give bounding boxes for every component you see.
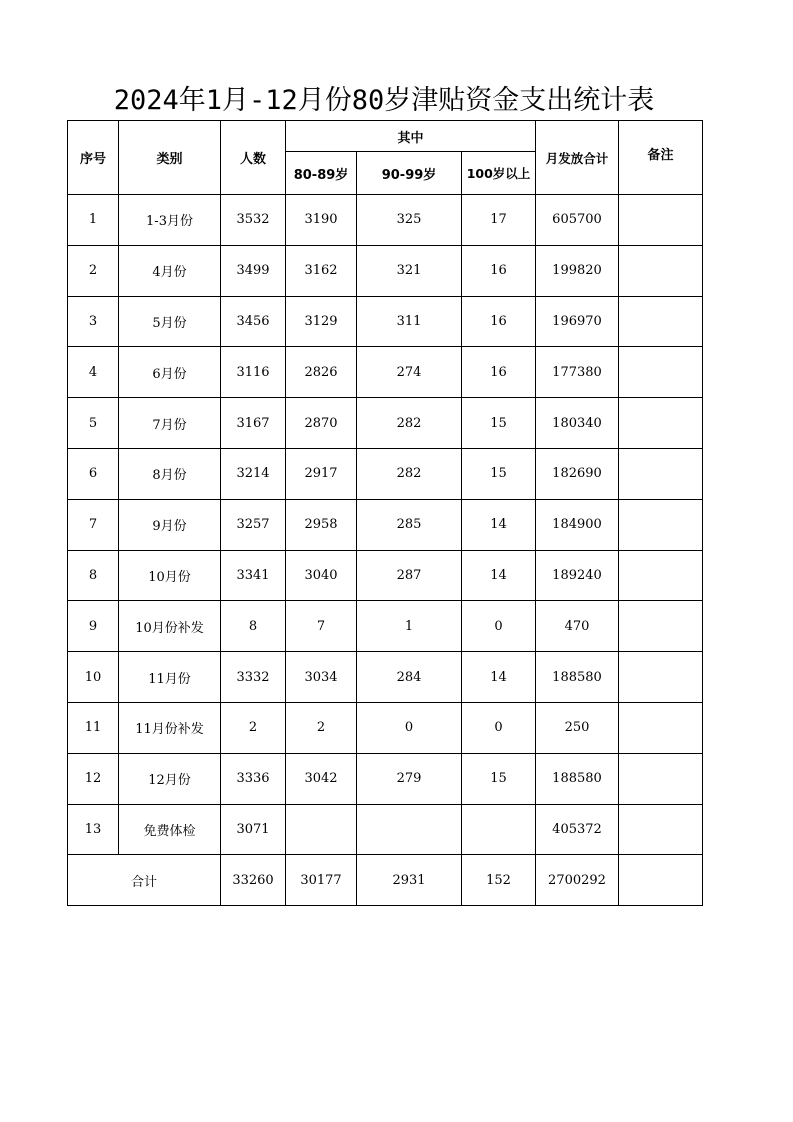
- cell-note: [619, 601, 703, 652]
- table-row: [68, 550, 703, 601]
- cell-people: 3456: [221, 296, 286, 347]
- cell-monthly-total: 196970: [536, 296, 619, 347]
- cell-age-100-plus: 16: [462, 347, 536, 398]
- cell-note: [619, 347, 703, 398]
- cell-age-80-89: 2958: [286, 499, 357, 550]
- cell-note: [619, 499, 703, 550]
- cell-index: 3: [68, 296, 119, 347]
- cell-index: 1: [68, 195, 119, 246]
- cell-age-80-89: 7: [286, 601, 357, 652]
- cell-category: 11月份: [119, 652, 221, 703]
- cell-note: [619, 550, 703, 601]
- cell-age-80-89: 3162: [286, 245, 357, 296]
- cell-age-100-plus: 16: [462, 245, 536, 296]
- cell-age-90-99: 282: [357, 448, 462, 499]
- header-category: 类别: [119, 121, 221, 195]
- cell-category: 7月份: [119, 398, 221, 449]
- cell-monthly-total: 189240: [536, 550, 619, 601]
- total-monthly-total: 2700292: [536, 855, 619, 906]
- cell-index: 8: [68, 550, 119, 601]
- cell-age-100-plus: [462, 804, 536, 855]
- total-people: 33260: [221, 855, 286, 906]
- cell-note: [619, 245, 703, 296]
- cell-category: 9月份: [119, 499, 221, 550]
- cell-note: [619, 398, 703, 449]
- total-label: 合计: [68, 855, 221, 906]
- cell-age-80-89: 3034: [286, 652, 357, 703]
- cell-age-90-99: 1: [357, 601, 462, 652]
- cell-age-100-plus: 15: [462, 753, 536, 804]
- cell-people: 3167: [221, 398, 286, 449]
- header-age-90-99: 90-99岁: [357, 152, 462, 195]
- cell-index: 7: [68, 499, 119, 550]
- allowance-table: [67, 120, 703, 906]
- cell-monthly-total: 188580: [536, 753, 619, 804]
- cell-monthly-total: 405372: [536, 804, 619, 855]
- header-monthly-total: 月发放合计: [536, 121, 619, 195]
- table-row: [68, 398, 703, 449]
- header-note: 备注: [619, 121, 703, 195]
- cell-age-90-99: 287: [357, 550, 462, 601]
- cell-age-90-99: 325: [357, 195, 462, 246]
- cell-monthly-total: 470: [536, 601, 619, 652]
- cell-index: 12: [68, 753, 119, 804]
- cell-category: 1-3月份: [119, 195, 221, 246]
- cell-age-90-99: 279: [357, 753, 462, 804]
- cell-monthly-total: 180340: [536, 398, 619, 449]
- cell-age-80-89: 3040: [286, 550, 357, 601]
- cell-people: 3341: [221, 550, 286, 601]
- cell-age-100-plus: 0: [462, 601, 536, 652]
- cell-age-100-plus: 14: [462, 550, 536, 601]
- cell-index: 9: [68, 601, 119, 652]
- cell-age-90-99: 274: [357, 347, 462, 398]
- table-row: [68, 448, 703, 499]
- total-age-80-89: 30177: [286, 855, 357, 906]
- cell-note: [619, 804, 703, 855]
- cell-category: 4月份: [119, 245, 221, 296]
- cell-age-90-99: 284: [357, 652, 462, 703]
- cell-people: 3499: [221, 245, 286, 296]
- cell-age-90-99: 0: [357, 702, 462, 753]
- cell-age-80-89: 2826: [286, 347, 357, 398]
- cell-people: 3071: [221, 804, 286, 855]
- cell-monthly-total: 188580: [536, 652, 619, 703]
- table-row: [68, 804, 703, 855]
- table-row: [68, 195, 703, 246]
- cell-people: 8: [221, 601, 286, 652]
- table-row: [68, 499, 703, 550]
- cell-category: 10月份补发: [119, 601, 221, 652]
- cell-age-100-plus: 15: [462, 398, 536, 449]
- cell-index: 11: [68, 702, 119, 753]
- cell-note: [619, 652, 703, 703]
- cell-age-90-99: 285: [357, 499, 462, 550]
- cell-age-80-89: 2870: [286, 398, 357, 449]
- cell-people: 3336: [221, 753, 286, 804]
- cell-age-100-plus: 16: [462, 296, 536, 347]
- header-age-80-89: 80-89岁: [286, 152, 357, 195]
- table-row: [68, 601, 703, 652]
- header-people: 人数: [221, 121, 286, 195]
- cell-age-90-99: 311: [357, 296, 462, 347]
- cell-monthly-total: 250: [536, 702, 619, 753]
- page-title: 2024年1月-12月份80岁津贴资金支出统计表: [113, 85, 655, 116]
- cell-age-90-99: [357, 804, 462, 855]
- cell-age-80-89: 2: [286, 702, 357, 753]
- table-row: [68, 702, 703, 753]
- header-index: 序号: [68, 121, 119, 195]
- cell-age-80-89: 3190: [286, 195, 357, 246]
- cell-index: 10: [68, 652, 119, 703]
- table-row: [68, 296, 703, 347]
- cell-index: 6: [68, 448, 119, 499]
- cell-note: [619, 753, 703, 804]
- cell-note: [619, 702, 703, 753]
- cell-people: 3332: [221, 652, 286, 703]
- cell-age-80-89: [286, 804, 357, 855]
- cell-index: 13: [68, 804, 119, 855]
- table-row: [68, 652, 703, 703]
- header-age-100-plus: 100岁以上: [462, 152, 536, 195]
- cell-note: [619, 195, 703, 246]
- total-note: [619, 855, 703, 906]
- cell-category: 6月份: [119, 347, 221, 398]
- total-age-100-plus: 152: [462, 855, 536, 906]
- cell-monthly-total: 182690: [536, 448, 619, 499]
- cell-age-100-plus: 14: [462, 652, 536, 703]
- cell-index: 5: [68, 398, 119, 449]
- header-among: 其中: [286, 121, 536, 152]
- cell-people: 2: [221, 702, 286, 753]
- cell-people: 3214: [221, 448, 286, 499]
- cell-age-100-plus: 17: [462, 195, 536, 246]
- cell-people: 3532: [221, 195, 286, 246]
- cell-monthly-total: 605700: [536, 195, 619, 246]
- cell-age-90-99: 282: [357, 398, 462, 449]
- cell-category: 5月份: [119, 296, 221, 347]
- cell-monthly-total: 184900: [536, 499, 619, 550]
- cell-index: 4: [68, 347, 119, 398]
- cell-category: 10月份: [119, 550, 221, 601]
- cell-note: [619, 448, 703, 499]
- cell-category: 8月份: [119, 448, 221, 499]
- table-row: [68, 753, 703, 804]
- table-row: [68, 245, 703, 296]
- cell-age-100-plus: 15: [462, 448, 536, 499]
- cell-category: 12月份: [119, 753, 221, 804]
- total-row: [68, 855, 703, 906]
- cell-monthly-total: 199820: [536, 245, 619, 296]
- cell-category: 免费体检: [119, 804, 221, 855]
- cell-category: 11月份补发: [119, 702, 221, 753]
- cell-index: 2: [68, 245, 119, 296]
- cell-people: 3257: [221, 499, 286, 550]
- cell-note: [619, 296, 703, 347]
- cell-age-80-89: 2917: [286, 448, 357, 499]
- cell-monthly-total: 177380: [536, 347, 619, 398]
- cell-age-90-99: 321: [357, 245, 462, 296]
- total-age-90-99: 2931: [357, 855, 462, 906]
- table-row: [68, 347, 703, 398]
- cell-age-80-89: 3129: [286, 296, 357, 347]
- cell-age-100-plus: 0: [462, 702, 536, 753]
- cell-age-100-plus: 14: [462, 499, 536, 550]
- cell-people: 3116: [221, 347, 286, 398]
- cell-age-80-89: 3042: [286, 753, 357, 804]
